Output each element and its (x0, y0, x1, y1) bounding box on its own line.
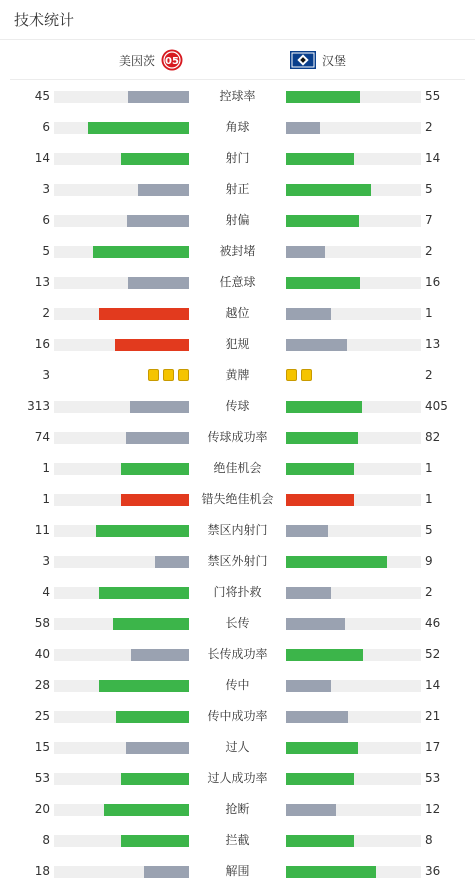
stats-list (0, 81, 475, 887)
home-bar-track (54, 308, 189, 320)
stat-label: 错失绝佳机会 (201, 492, 274, 506)
stat-label: 过人成功率 (207, 771, 268, 785)
away-value: 13 (425, 337, 441, 351)
home-value: 20 (34, 802, 50, 816)
away-bar-fill (286, 153, 354, 165)
stat-row (0, 267, 475, 298)
home-bar-fill (121, 463, 189, 475)
home-bar-track (54, 401, 189, 413)
away-bar-track (286, 556, 421, 568)
stat-label: 解围 (225, 864, 250, 878)
home-value: 11 (34, 523, 50, 537)
stat-label: 传球成功率 (207, 430, 268, 444)
away-bar-track (286, 463, 421, 475)
away-bar-track (286, 184, 421, 196)
away-bar-track (286, 122, 421, 134)
away-bar-fill (286, 339, 347, 351)
home-value: 1 (42, 492, 50, 506)
home-bar-fill (155, 556, 189, 568)
away-bar-track (286, 91, 421, 103)
away-value: 16 (425, 275, 441, 289)
home-bar-fill (121, 835, 189, 847)
stat-row (0, 794, 475, 825)
home-value: 18 (34, 864, 50, 878)
away-yellow-cards (286, 369, 312, 381)
home-bar-track (54, 587, 189, 599)
home-value: 1 (42, 461, 50, 475)
away-bar-fill (286, 432, 358, 444)
stat-row (0, 639, 475, 670)
away-bar-track (286, 277, 421, 289)
away-value: 8 (425, 833, 433, 847)
stat-label: 黄牌 (225, 368, 250, 382)
home-bar-fill (144, 866, 189, 878)
stat-row (0, 391, 475, 422)
home-bar-track (54, 153, 189, 165)
away-value: 2 (425, 368, 433, 382)
stat-row (0, 453, 475, 484)
stat-label: 犯规 (225, 337, 250, 351)
away-value: 405 (425, 399, 448, 413)
yellow-card-icon (301, 369, 312, 381)
home-bar-fill (121, 494, 189, 506)
away-value: 17 (425, 740, 441, 754)
stat-label: 控球率 (219, 89, 256, 103)
stat-label: 射偏 (225, 213, 250, 227)
stat-row (0, 329, 475, 360)
away-bar-track (286, 773, 421, 785)
home-value: 3 (42, 554, 50, 568)
home-value: 313 (27, 399, 50, 413)
away-bar-fill (286, 184, 371, 196)
home-bar-track (54, 339, 189, 351)
stat-row (0, 856, 475, 887)
stat-row (0, 81, 475, 112)
away-bar-fill (286, 463, 354, 475)
yellow-card-icon (148, 369, 159, 381)
stat-row (0, 360, 475, 391)
home-bar-track (54, 184, 189, 196)
home-value: 45 (34, 89, 50, 103)
stat-row (0, 825, 475, 856)
home-bar-fill (93, 246, 189, 258)
mainz-crest-icon (161, 49, 183, 71)
stat-label: 拦截 (225, 833, 250, 847)
home-bar-track (54, 432, 189, 444)
away-bar-track (286, 835, 421, 847)
away-bar-fill (286, 587, 331, 599)
home-value: 13 (34, 275, 50, 289)
away-bar-fill (286, 401, 362, 413)
stat-label: 传中成功率 (207, 709, 268, 723)
away-bar-track (286, 804, 421, 816)
home-yellow-cards (148, 369, 189, 381)
away-value: 36 (425, 864, 441, 878)
away-bar-track (286, 525, 421, 537)
away-value: 82 (425, 430, 441, 444)
home-bar-track (54, 277, 189, 289)
away-bar-fill (286, 742, 358, 754)
home-bar-fill (127, 215, 189, 227)
home-bar-fill (121, 153, 189, 165)
away-bar-fill (286, 91, 360, 103)
away-value: 2 (425, 244, 433, 258)
away-value: 46 (425, 616, 441, 630)
stat-label: 抢断 (225, 802, 250, 816)
away-value: 52 (425, 647, 441, 661)
home-value: 3 (42, 368, 50, 382)
home-value: 2 (42, 306, 50, 320)
stat-row (0, 112, 475, 143)
stat-label: 角球 (225, 120, 250, 134)
stat-row (0, 515, 475, 546)
home-bar-fill (130, 401, 189, 413)
home-bar-fill (128, 91, 189, 103)
stat-label: 传球 (225, 399, 250, 413)
home-value: 28 (34, 678, 50, 692)
stat-row (0, 608, 475, 639)
home-bar-fill (99, 680, 189, 692)
page-title: 技术统计 (0, 0, 475, 40)
away-bar-fill (286, 277, 360, 289)
stat-label: 长传 (225, 616, 250, 630)
stat-label: 门将扑救 (213, 585, 262, 599)
home-value: 5 (42, 244, 50, 258)
home-bar-track (54, 773, 189, 785)
stat-row (0, 670, 475, 701)
away-bar-track (286, 246, 421, 258)
home-bar-fill (128, 277, 189, 289)
teams-header (10, 40, 465, 80)
away-bar-fill (286, 494, 354, 506)
away-bar-track (286, 711, 421, 723)
away-bar-fill (286, 308, 331, 320)
home-value: 6 (42, 213, 50, 227)
away-bar-track (286, 866, 421, 878)
away-team-name: 汉堡 (322, 53, 347, 68)
away-bar-fill (286, 525, 328, 537)
away-bar-track (286, 153, 421, 165)
away-value: 2 (425, 585, 433, 599)
away-bar-track (286, 494, 421, 506)
home-value: 8 (42, 833, 50, 847)
home-bar-track (54, 494, 189, 506)
away-team[interactable] (290, 40, 346, 80)
away-value: 5 (425, 182, 433, 196)
home-value: 74 (34, 430, 50, 444)
home-bar-fill (104, 804, 189, 816)
away-bar-track (286, 680, 421, 692)
stat-row (0, 701, 475, 732)
away-value: 1 (425, 306, 433, 320)
stat-row (0, 546, 475, 577)
home-value: 15 (34, 740, 50, 754)
home-value: 16 (34, 337, 50, 351)
yellow-card-icon (286, 369, 297, 381)
away-bar-fill (286, 711, 348, 723)
away-value: 1 (425, 461, 433, 475)
stat-label: 射门 (225, 151, 250, 165)
away-bar-track (286, 742, 421, 754)
stat-label: 传中 (225, 678, 250, 692)
away-value: 1 (425, 492, 433, 506)
home-bar-fill (96, 525, 189, 537)
home-bar-track (54, 122, 189, 134)
away-value: 53 (425, 771, 441, 785)
stat-row (0, 422, 475, 453)
away-value: 14 (425, 151, 441, 165)
stat-row (0, 236, 475, 267)
away-bar-fill (286, 246, 325, 258)
home-bar-fill (126, 432, 189, 444)
away-bar-fill (286, 556, 387, 568)
stat-label: 被封堵 (219, 244, 256, 258)
away-bar-fill (286, 618, 345, 630)
svg-text:05: 05 (165, 56, 179, 67)
away-value: 5 (425, 523, 433, 537)
home-bar-fill (131, 649, 189, 661)
stat-label: 过人 (225, 740, 250, 754)
home-bar-fill (126, 742, 189, 754)
home-bar-fill (116, 711, 189, 723)
home-bar-fill (113, 618, 189, 630)
home-bar-fill (115, 339, 189, 351)
home-bar-fill (138, 184, 189, 196)
away-bar-track (286, 618, 421, 630)
home-bar-track (54, 742, 189, 754)
stat-label: 绝佳机会 (213, 461, 262, 475)
away-bar-track (286, 649, 421, 661)
home-bar-fill (88, 122, 189, 134)
home-bar-track (54, 215, 189, 227)
home-bar-track (54, 618, 189, 630)
home-value: 58 (34, 616, 50, 630)
home-value: 6 (42, 120, 50, 134)
stat-row (0, 298, 475, 329)
home-value: 14 (34, 151, 50, 165)
away-value: 14 (425, 678, 441, 692)
away-value: 55 (425, 89, 441, 103)
stat-label: 禁区外射门 (207, 554, 268, 568)
home-bar-track (54, 804, 189, 816)
home-bar-fill (121, 773, 189, 785)
home-bar-track (54, 680, 189, 692)
away-bar-fill (286, 866, 376, 878)
away-bar-track (286, 308, 421, 320)
home-bar-track (54, 246, 189, 258)
home-bar-track (54, 835, 189, 847)
away-bar-track (286, 215, 421, 227)
home-value: 25 (34, 709, 50, 723)
stat-row (0, 763, 475, 794)
away-bar-track (286, 401, 421, 413)
yellow-card-icon (163, 369, 174, 381)
home-bar-track (54, 649, 189, 661)
stat-label: 任意球 (219, 275, 256, 289)
away-bar-fill (286, 122, 320, 134)
home-bar-fill (99, 308, 189, 320)
home-value: 53 (34, 771, 50, 785)
stat-row (0, 174, 475, 205)
away-bar-track (286, 587, 421, 599)
home-bar-track (54, 711, 189, 723)
hamburg-diamond-icon (290, 51, 316, 69)
home-bar-track (54, 866, 189, 878)
home-team-name: 美因茨 (118, 53, 155, 68)
away-bar-fill (286, 804, 336, 816)
home-value: 4 (42, 585, 50, 599)
away-bar-fill (286, 835, 354, 847)
away-bar-fill (286, 773, 354, 785)
away-bar-fill (286, 649, 363, 661)
stat-row (0, 577, 475, 608)
home-value: 3 (42, 182, 50, 196)
away-bar-fill (286, 680, 331, 692)
home-bar-track (54, 525, 189, 537)
home-bar-fill (99, 587, 189, 599)
away-value: 9 (425, 554, 433, 568)
yellow-card-icon (178, 369, 189, 381)
stat-row (0, 205, 475, 236)
away-bar-fill (286, 215, 359, 227)
stat-label: 射正 (225, 182, 250, 196)
stat-row (0, 732, 475, 763)
stat-label: 越位 (225, 306, 250, 320)
home-bar-track (54, 463, 189, 475)
home-bar-track (54, 556, 189, 568)
away-value: 21 (425, 709, 441, 723)
home-value: 40 (34, 647, 50, 661)
stat-row (0, 143, 475, 174)
away-value: 2 (425, 120, 433, 134)
away-value: 12 (425, 802, 441, 816)
home-team[interactable] (119, 40, 183, 80)
away-bar-track (286, 432, 421, 444)
home-bar-track (54, 91, 189, 103)
stat-label: 禁区内射门 (207, 523, 268, 537)
away-bar-track (286, 339, 421, 351)
stat-label: 长传成功率 (207, 647, 268, 661)
stat-row (0, 484, 475, 515)
away-value: 7 (425, 213, 433, 227)
